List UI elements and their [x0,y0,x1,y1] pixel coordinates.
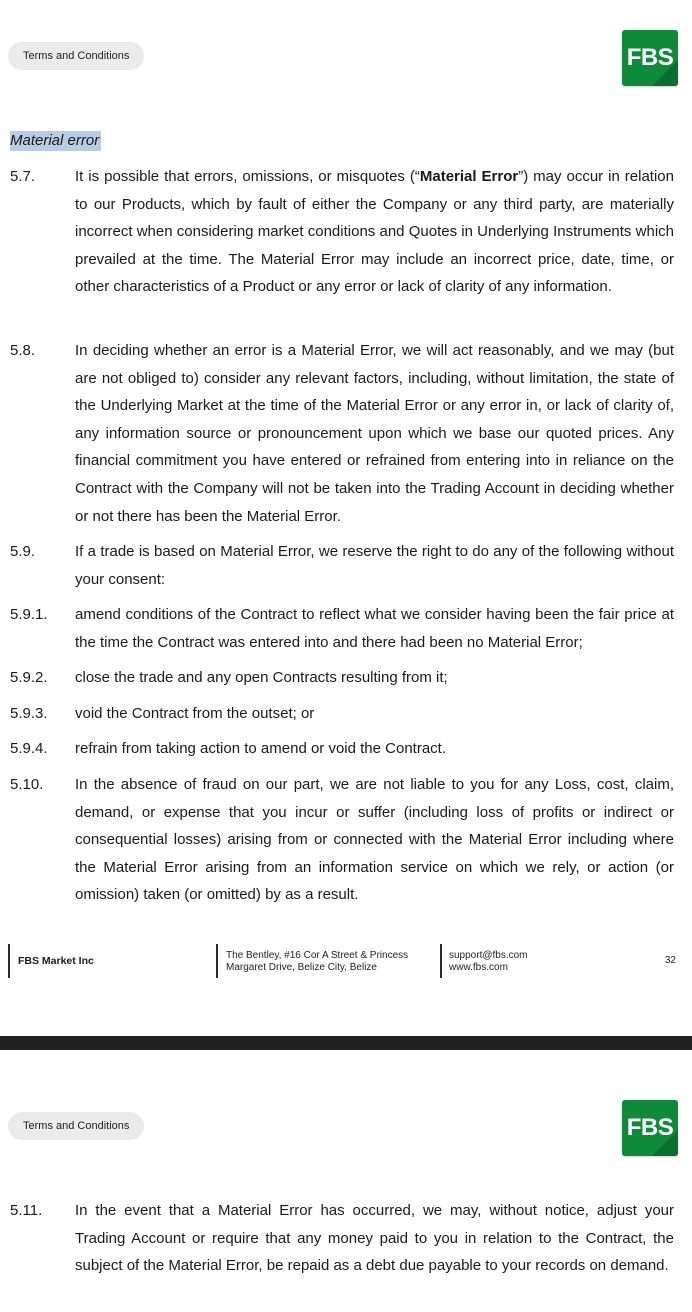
clause-number: 5.9.4. [10,740,48,757]
clause-text: close the trade and any open Contracts resulting from it; [75,669,448,686]
footer-divider [440,944,442,978]
page-separator [0,1036,692,1050]
clause-number: 5.8. [10,342,36,359]
section-title: Material error [10,132,100,149]
clause-number: 5.9.1. [10,606,48,623]
terms-and-conditions-pill: Terms and Conditions [8,42,144,70]
footer-website: www.fbs.com [449,962,508,973]
fbs-logo: FBS [622,30,678,86]
terms-and-conditions-pill: Terms and Conditions [8,1112,144,1140]
clause-number: 5.9.3. [10,705,48,722]
clause-number: 5.10. [10,776,44,793]
fbs-logo: FBS [622,1100,678,1156]
page-number: 32 [664,955,676,966]
clause-number: 5.11. [10,1202,43,1219]
clause-text: In the absence of fraud on our part, we are not liable to you for any Loss, cost, claim, demand, or expense that you incur or suffer (including loss of profits or indirect or consequential losses) arising from or connected with the Material Error including where the Material Error arising from an information service on which we rely, or action (or omission) taken (or omitted) by as a result. [75,776,674,904]
footer-contact [449,950,528,974]
clause-number: 5.9.2. [10,669,48,686]
document-page-2 [0,1050,692,1312]
footer-company: FBS Market Inc [18,955,94,967]
clause-text: It is possible that errors, omissions, or misquotes (“Material Error”) may occur in relation to our Products, which by fault of either the Company or any third party, are materially incorrect when considering market conditions and Quotes in Underlying Instruments which prevailed at the time. The Material Error may include an incorrect price, date, time, or other characteristics of a Product or any error or lack of clarity of any information. [75,168,674,296]
clause-text: In deciding whether an error is a Material Error, we will act reasonably, and we may (but are not obliged to) consider any relevant factors, including, without limitation, the state of the Underlying Market at the time of the Material Error or any error in, or lack of clarity of, any information source or pronouncement upon which we base our quoted prices. Any financial commitment you have entered or refrained from entering into in reliance on the Contract with the Company will not be taken into the Trading Account in deciding whether or not there has been the Material Error. [75,342,674,525]
clause-number: 5.7. [10,168,36,185]
page-footer [0,944,692,980]
clause-text: void the Contract from the outset; or [75,705,315,722]
footer-divider [8,944,10,978]
footer-divider [216,944,218,978]
footer-email: support@fbs.com [449,950,528,961]
clause-text: If a trade is based on Material Error, we reserve the right to do any of the following without your consent: [75,543,674,588]
footer-address: The Bentley, #16 Cor A Street & Princess Margaret Drive, Belize City, Belize [226,950,409,973]
clause-text: refrain from taking action to amend or void the Contract. [75,740,447,757]
clause-number: 5.9. [10,543,36,560]
clause-text: In the event that a Material Error has occurred, we may, without notice, adjust your Trading Account or require that any money paid to you in relation to the Contract, the subject of the Material Error, be repaid as a debt due payable to your records on demand. [75,1202,674,1275]
clause-text: amend conditions of the Contract to reflect what we consider having been the fair price at the time the Contract was entered into and there had been no Material Error; [75,606,674,651]
